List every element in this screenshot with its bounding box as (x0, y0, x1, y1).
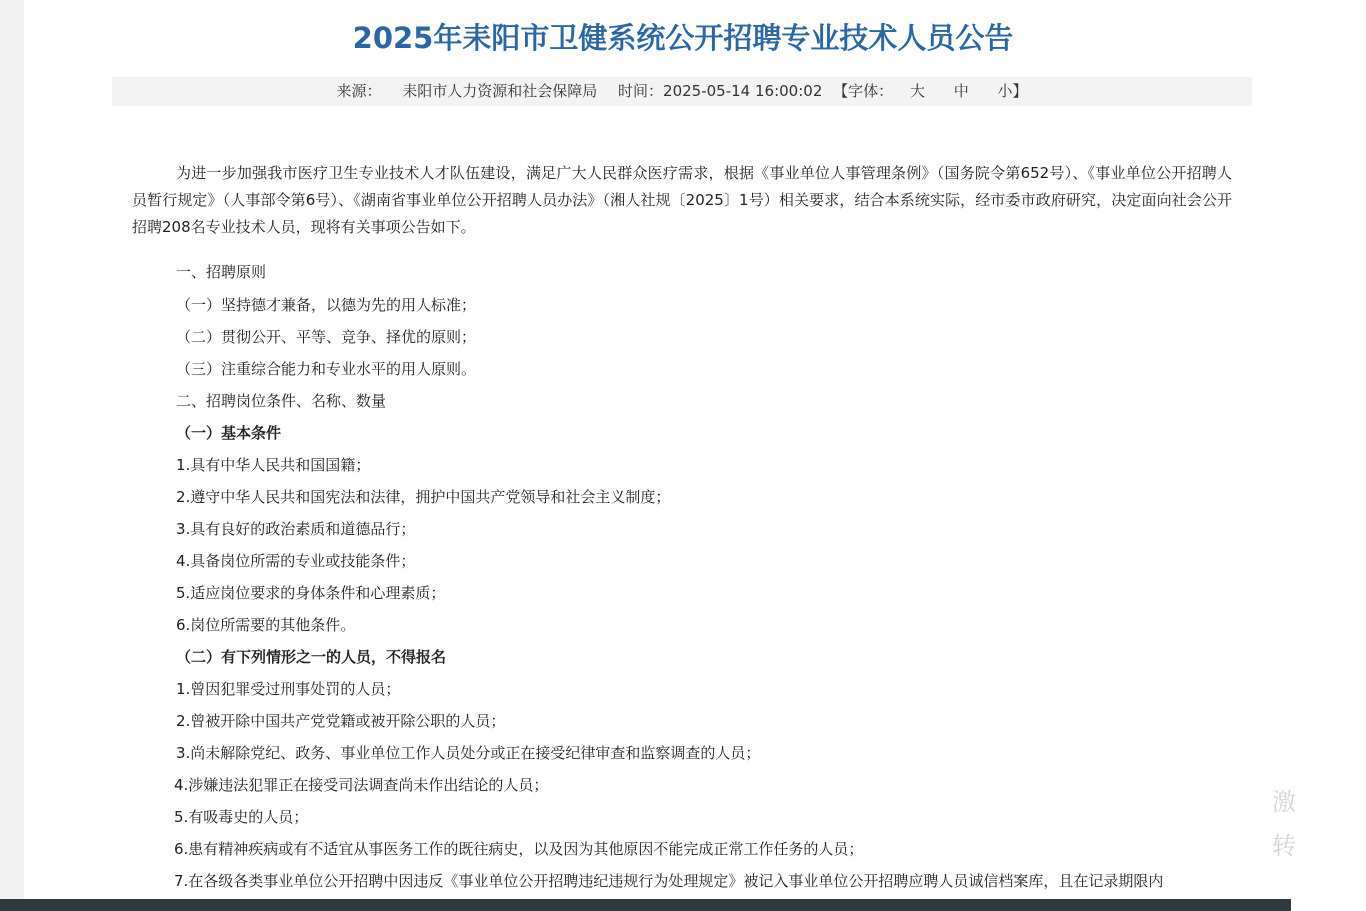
exclusion-item: 4.涉嫌违法犯罪正在接受司法调查尚未作出结论的人员； (174, 776, 549, 794)
intro-paragraph: 为进一步加强我市医疗卫生专业技术人才队伍建设，满足广大人民群众医疗需求，根据《事业单位人事管理条例》（国务院令第652号）、《事业单位公开招聘人员暂行规定》（人事部令第6号）、《湖南省事业单位公开招聘人员办法》（湘人社规〔2025〕1号）相关要求，结合本系统实际，经市委市政府研究，决定面向社会公开招聘208名专业技术人员，现将有关事项公告如下。 (132, 164, 1232, 236)
watermark-text: 激 (1272, 788, 1296, 816)
font-size-medium-button[interactable]: 中 (953, 82, 969, 100)
basic-condition-item: 1.具有中华人民共和国国籍； (176, 456, 371, 474)
page-title: 2025年耒阳市卫健系统公开招聘专业技术人员公告 (352, 21, 1014, 55)
font-size-label: 【字体： (833, 82, 894, 100)
font-size-large-button[interactable]: 大 (909, 82, 925, 100)
exclusion-item: 2.曾被开除中国共产党党籍或被开除公职的人员； (176, 712, 506, 730)
time-label: 时间： (618, 82, 664, 100)
basic-condition-item: 5.适应岗位要求的身体条件和心理素质； (176, 584, 446, 602)
font-size-close-bracket: 】 (1012, 82, 1028, 100)
source-value: 耒阳市人力资源和社会保障局 (402, 82, 598, 100)
exclusion-item: 6.患有精神疾病或有不适宜从事医务工作的既往病史，以及因为其他原因不能完成正常工作任务的人员； (174, 840, 864, 858)
basic-condition-item: 6.岗位所需要的其他条件。 (176, 616, 356, 634)
exclusion-heading: （二）有下列情形之一的人员，不得报名 (176, 648, 447, 666)
exclusion-item: 1.曾因犯罪受过刑事处罚的人员； (176, 680, 401, 698)
exclusion-item: 3.尚未解除党纪、政务、事业单位工作人员处分或正在接受纪律审查和监察调查的人员； (176, 744, 761, 762)
watermark-text: 转 (1272, 832, 1296, 860)
watermark-overlay (1272, 780, 1296, 868)
font-size-small-button[interactable]: 小 (997, 82, 1013, 100)
section1-heading: 一、招聘原则 (176, 263, 267, 281)
principle-item: （三）注重综合能力和专业水平的用人原则。 (176, 360, 477, 378)
exclusion-item: 7.在各级各类事业单位公开招聘中因违反《事业单位公开招聘违纪违规行为处理规定》被记入事业单位公开招聘应聘人员诚信档案库，且在记录期限内 (174, 872, 1164, 890)
section2-heading: 二、招聘岗位条件、名称、数量 (176, 392, 387, 410)
exclusion-item: 5.有吸毒史的人员； (174, 808, 309, 826)
basic-condition-item: 2.遵守中华人民共和国宪法和法律，拥护中国共产党领导和社会主义制度； (176, 488, 671, 506)
basic-condition-item: 3.具有良好的政治素质和道德品行； (176, 520, 416, 538)
source-label: 来源： (336, 82, 382, 100)
principle-item: （一）坚持德才兼备，以德为先的用人标准； (176, 296, 477, 314)
principle-item: （二）贯彻公开、平等、竞争、择优的原则； (176, 328, 477, 346)
basic-condition-item: 4.具备岗位所需的专业或技能条件； (176, 552, 416, 570)
time-value: 2025-05-14 16:00:02 (663, 82, 823, 100)
bottom-taskbar-edge (0, 899, 1291, 911)
basic-conditions-heading: （一）基本条件 (176, 424, 282, 442)
